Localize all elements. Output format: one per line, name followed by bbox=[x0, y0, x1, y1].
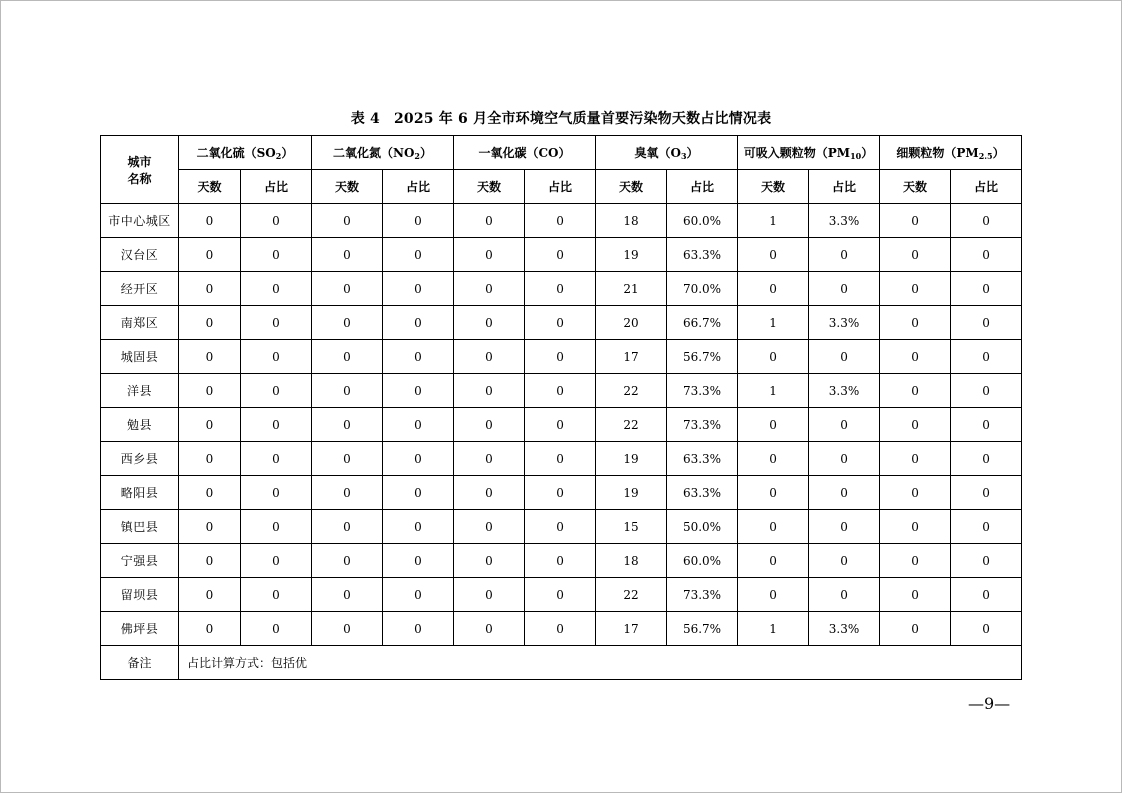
city-header-line2: 名称 bbox=[127, 171, 152, 186]
days-cell: 0 bbox=[880, 306, 951, 340]
ratio-cell: 0 bbox=[951, 238, 1022, 272]
city-name-cell: 市中心城区 bbox=[101, 204, 179, 238]
ratio-cell: 0 bbox=[383, 340, 454, 374]
sub-header-ratio: 占比 bbox=[241, 170, 312, 204]
days-cell: 19 bbox=[596, 442, 667, 476]
ratio-cell: 63.3% bbox=[667, 238, 738, 272]
table-body bbox=[101, 204, 1022, 646]
ratio-cell: 0 bbox=[809, 476, 880, 510]
days-cell: 0 bbox=[738, 238, 809, 272]
ratio-cell: 0 bbox=[525, 510, 596, 544]
ratio-cell: 0 bbox=[383, 476, 454, 510]
table-row bbox=[101, 476, 1022, 510]
city-header bbox=[101, 136, 179, 204]
table-number: 表 4 bbox=[350, 111, 380, 127]
ratio-cell: 73.3% bbox=[667, 408, 738, 442]
ratio-cell: 3.3% bbox=[809, 306, 880, 340]
note-text: 占比计算方式：包括优 bbox=[179, 646, 1022, 680]
city-name-cell: 镇巴县 bbox=[101, 510, 179, 544]
days-cell: 1 bbox=[738, 306, 809, 340]
ratio-cell: 0 bbox=[383, 578, 454, 612]
ratio-cell: 3.3% bbox=[809, 374, 880, 408]
sub-header-ratio: 占比 bbox=[951, 170, 1022, 204]
ratio-cell: 0 bbox=[383, 544, 454, 578]
days-cell: 0 bbox=[179, 374, 241, 408]
days-cell: 0 bbox=[880, 578, 951, 612]
page-number: —9— bbox=[968, 694, 1011, 713]
days-cell: 0 bbox=[454, 204, 525, 238]
days-cell: 0 bbox=[880, 476, 951, 510]
ratio-cell: 0 bbox=[951, 306, 1022, 340]
days-cell: 0 bbox=[454, 340, 525, 374]
ratio-cell: 0 bbox=[525, 340, 596, 374]
days-cell: 0 bbox=[179, 544, 241, 578]
days-cell: 17 bbox=[596, 340, 667, 374]
ratio-cell: 0 bbox=[525, 476, 596, 510]
table-row bbox=[101, 510, 1022, 544]
city-name-cell: 城固县 bbox=[101, 340, 179, 374]
ratio-cell: 0 bbox=[525, 374, 596, 408]
days-cell: 0 bbox=[179, 510, 241, 544]
ratio-cell: 0 bbox=[951, 408, 1022, 442]
days-cell: 21 bbox=[596, 272, 667, 306]
ratio-cell: 0 bbox=[809, 510, 880, 544]
table-row bbox=[101, 408, 1022, 442]
pollutant-header-o3: 臭氧$(O_3)$ bbox=[596, 136, 738, 170]
ratio-cell: 0 bbox=[809, 340, 880, 374]
header-row-sub bbox=[101, 170, 1022, 204]
days-cell: 0 bbox=[738, 408, 809, 442]
ratio-cell: 0 bbox=[951, 544, 1022, 578]
days-cell: 19 bbox=[596, 476, 667, 510]
days-cell: 0 bbox=[454, 374, 525, 408]
ratio-cell: 50.0% bbox=[667, 510, 738, 544]
ratio-cell: 0 bbox=[383, 408, 454, 442]
ratio-cell: 0 bbox=[951, 612, 1022, 646]
days-cell: 0 bbox=[880, 510, 951, 544]
city-name-cell: 西乡县 bbox=[101, 442, 179, 476]
days-cell: 0 bbox=[880, 544, 951, 578]
ratio-cell: 0 bbox=[241, 306, 312, 340]
days-cell: 0 bbox=[738, 442, 809, 476]
days-cell: 0 bbox=[312, 442, 383, 476]
pollutant-header-pm25: 细颗粒物$(PM_{2.5})$ bbox=[880, 136, 1022, 170]
days-cell: 0 bbox=[738, 476, 809, 510]
ratio-cell: 0 bbox=[241, 578, 312, 612]
sub-header-days: 天数 bbox=[179, 170, 241, 204]
ratio-cell: 0 bbox=[951, 204, 1022, 238]
days-cell: 22 bbox=[596, 374, 667, 408]
table-row bbox=[101, 340, 1022, 374]
sub-header-ratio: 占比 bbox=[667, 170, 738, 204]
ratio-cell: 63.3% bbox=[667, 442, 738, 476]
days-cell: 0 bbox=[179, 578, 241, 612]
ratio-cell: 0 bbox=[383, 306, 454, 340]
ratio-cell: 0 bbox=[241, 544, 312, 578]
ratio-cell: 0 bbox=[241, 442, 312, 476]
ratio-cell: 0 bbox=[383, 510, 454, 544]
ratio-cell: 0 bbox=[525, 238, 596, 272]
ratio-cell: 0 bbox=[241, 204, 312, 238]
table-row bbox=[101, 578, 1022, 612]
ratio-cell: 0 bbox=[525, 578, 596, 612]
ratio-cell: 60.0% bbox=[667, 544, 738, 578]
ratio-cell: 56.7% bbox=[667, 612, 738, 646]
table-row bbox=[101, 306, 1022, 340]
pollutant-header-so2: 二氧化硫$(SO_2)$ bbox=[179, 136, 312, 170]
note-row bbox=[101, 646, 1022, 680]
ratio-cell: 0 bbox=[809, 408, 880, 442]
sub-header-ratio: 占比 bbox=[383, 170, 454, 204]
ratio-cell: 0 bbox=[525, 204, 596, 238]
ratio-cell: 60.0% bbox=[667, 204, 738, 238]
days-cell: 0 bbox=[454, 476, 525, 510]
days-cell: 0 bbox=[312, 476, 383, 510]
days-cell: 0 bbox=[880, 238, 951, 272]
ratio-cell: 73.3% bbox=[667, 374, 738, 408]
days-cell: 0 bbox=[179, 476, 241, 510]
days-cell: 0 bbox=[312, 578, 383, 612]
days-cell: 0 bbox=[179, 272, 241, 306]
ratio-cell: 56.7% bbox=[667, 340, 738, 374]
ratio-cell: 0 bbox=[383, 442, 454, 476]
table-title: 2025 年 6 月全市环境空气质量首要污染物天数占比情况表 bbox=[393, 111, 772, 127]
ratio-cell: 3.3% bbox=[809, 612, 880, 646]
days-cell: 0 bbox=[312, 204, 383, 238]
ratio-cell: 0 bbox=[809, 238, 880, 272]
ratio-cell: 0 bbox=[241, 272, 312, 306]
days-cell: 22 bbox=[596, 578, 667, 612]
days-cell: 0 bbox=[454, 578, 525, 612]
ratio-cell: 0 bbox=[525, 612, 596, 646]
days-cell: 0 bbox=[312, 306, 383, 340]
table-row bbox=[101, 612, 1022, 646]
days-cell: 0 bbox=[880, 272, 951, 306]
days-cell: 20 bbox=[596, 306, 667, 340]
ratio-cell: 0 bbox=[951, 272, 1022, 306]
ratio-cell: 0 bbox=[951, 510, 1022, 544]
ratio-cell: 0 bbox=[241, 374, 312, 408]
table-row bbox=[101, 374, 1022, 408]
ratio-cell: 0 bbox=[241, 238, 312, 272]
sub-header-days: 天数 bbox=[880, 170, 951, 204]
days-cell: 0 bbox=[880, 408, 951, 442]
days-cell: 0 bbox=[454, 442, 525, 476]
days-cell: 17 bbox=[596, 612, 667, 646]
sub-header-ratio: 占比 bbox=[809, 170, 880, 204]
ratio-cell: 3.3% bbox=[809, 204, 880, 238]
ratio-cell: 0 bbox=[951, 476, 1022, 510]
table-caption bbox=[100, 108, 1022, 128]
ratio-cell: 0 bbox=[809, 272, 880, 306]
table-row bbox=[101, 238, 1022, 272]
days-cell: 0 bbox=[880, 612, 951, 646]
ratio-cell: 63.3% bbox=[667, 476, 738, 510]
ratio-cell: 0 bbox=[383, 238, 454, 272]
sub-header-days: 天数 bbox=[454, 170, 525, 204]
days-cell: 0 bbox=[312, 510, 383, 544]
days-cell: 0 bbox=[312, 238, 383, 272]
city-name-cell: 汉台区 bbox=[101, 238, 179, 272]
ratio-cell: 0 bbox=[809, 578, 880, 612]
ratio-cell: 0 bbox=[383, 374, 454, 408]
days-cell: 0 bbox=[454, 238, 525, 272]
city-name-cell: 勉县 bbox=[101, 408, 179, 442]
days-cell: 18 bbox=[596, 544, 667, 578]
note-label: 备注 bbox=[101, 646, 179, 680]
days-cell: 0 bbox=[179, 408, 241, 442]
sub-header-days: 天数 bbox=[312, 170, 383, 204]
ratio-cell: 0 bbox=[241, 612, 312, 646]
ratio-cell: 0 bbox=[951, 578, 1022, 612]
pollutant-header-co: 一氧化碳（CO） bbox=[454, 136, 596, 170]
sub-header-days: 天数 bbox=[738, 170, 809, 204]
ratio-cell: 0 bbox=[951, 340, 1022, 374]
ratio-cell: 0 bbox=[383, 204, 454, 238]
sub-header-ratio: 占比 bbox=[525, 170, 596, 204]
days-cell: 1 bbox=[738, 374, 809, 408]
days-cell: 0 bbox=[738, 544, 809, 578]
days-cell: 0 bbox=[312, 408, 383, 442]
ratio-cell: 0 bbox=[525, 408, 596, 442]
days-cell: 0 bbox=[880, 374, 951, 408]
ratio-cell: 0 bbox=[383, 612, 454, 646]
days-cell: 1 bbox=[738, 204, 809, 238]
days-cell: 0 bbox=[312, 544, 383, 578]
ratio-cell: 0 bbox=[809, 442, 880, 476]
days-cell: 0 bbox=[454, 408, 525, 442]
days-cell: 19 bbox=[596, 238, 667, 272]
ratio-cell: 0 bbox=[525, 272, 596, 306]
city-name-cell: 留坝县 bbox=[101, 578, 179, 612]
days-cell: 0 bbox=[179, 612, 241, 646]
days-cell: 0 bbox=[454, 272, 525, 306]
ratio-cell: 0 bbox=[383, 272, 454, 306]
ratio-cell: 0 bbox=[525, 306, 596, 340]
days-cell: 0 bbox=[454, 612, 525, 646]
days-cell: 0 bbox=[738, 510, 809, 544]
city-header-line1: 城市 bbox=[127, 154, 152, 169]
days-cell: 22 bbox=[596, 408, 667, 442]
header-row-pollutants bbox=[101, 136, 1022, 170]
table-row bbox=[101, 272, 1022, 306]
ratio-cell: 66.7% bbox=[667, 306, 738, 340]
days-cell: 0 bbox=[454, 544, 525, 578]
days-cell: 0 bbox=[880, 204, 951, 238]
days-cell: 0 bbox=[179, 204, 241, 238]
days-cell: 0 bbox=[454, 510, 525, 544]
days-cell: 0 bbox=[179, 238, 241, 272]
days-cell: 0 bbox=[312, 272, 383, 306]
table-row bbox=[101, 544, 1022, 578]
pollutant-header-pm10: 可吸入颗粒物$(PM_{10})$ bbox=[738, 136, 880, 170]
ratio-cell: 0 bbox=[241, 340, 312, 374]
city-name-cell: 略阳县 bbox=[101, 476, 179, 510]
table-row bbox=[101, 442, 1022, 476]
days-cell: 0 bbox=[880, 442, 951, 476]
table-row bbox=[101, 204, 1022, 238]
days-cell: 0 bbox=[179, 340, 241, 374]
city-name-cell: 南郑区 bbox=[101, 306, 179, 340]
ratio-cell: 0 bbox=[951, 374, 1022, 408]
pollutant-days-table bbox=[100, 135, 1022, 680]
ratio-cell: 0 bbox=[241, 408, 312, 442]
ratio-cell: 73.3% bbox=[667, 578, 738, 612]
days-cell: 18 bbox=[596, 204, 667, 238]
days-cell: 0 bbox=[738, 340, 809, 374]
city-name-cell: 经开区 bbox=[101, 272, 179, 306]
ratio-cell: 0 bbox=[241, 510, 312, 544]
days-cell: 0 bbox=[454, 306, 525, 340]
city-name-cell: 宁强县 bbox=[101, 544, 179, 578]
days-cell: 0 bbox=[738, 272, 809, 306]
days-cell: 0 bbox=[880, 340, 951, 374]
days-cell: 0 bbox=[179, 442, 241, 476]
days-cell: 0 bbox=[312, 612, 383, 646]
days-cell: 15 bbox=[596, 510, 667, 544]
days-cell: 0 bbox=[179, 306, 241, 340]
city-name-cell: 佛坪县 bbox=[101, 612, 179, 646]
ratio-cell: 0 bbox=[525, 442, 596, 476]
days-cell: 0 bbox=[312, 340, 383, 374]
days-cell: 1 bbox=[738, 612, 809, 646]
ratio-cell: 70.0% bbox=[667, 272, 738, 306]
ratio-cell: 0 bbox=[241, 476, 312, 510]
city-name-cell: 洋县 bbox=[101, 374, 179, 408]
ratio-cell: 0 bbox=[951, 442, 1022, 476]
pollutant-header-no2: 二氧化氮$(NO_2)$ bbox=[312, 136, 454, 170]
days-cell: 0 bbox=[312, 374, 383, 408]
days-cell: 0 bbox=[738, 578, 809, 612]
sub-header-days: 天数 bbox=[596, 170, 667, 204]
ratio-cell: 0 bbox=[525, 544, 596, 578]
ratio-cell: 0 bbox=[809, 544, 880, 578]
